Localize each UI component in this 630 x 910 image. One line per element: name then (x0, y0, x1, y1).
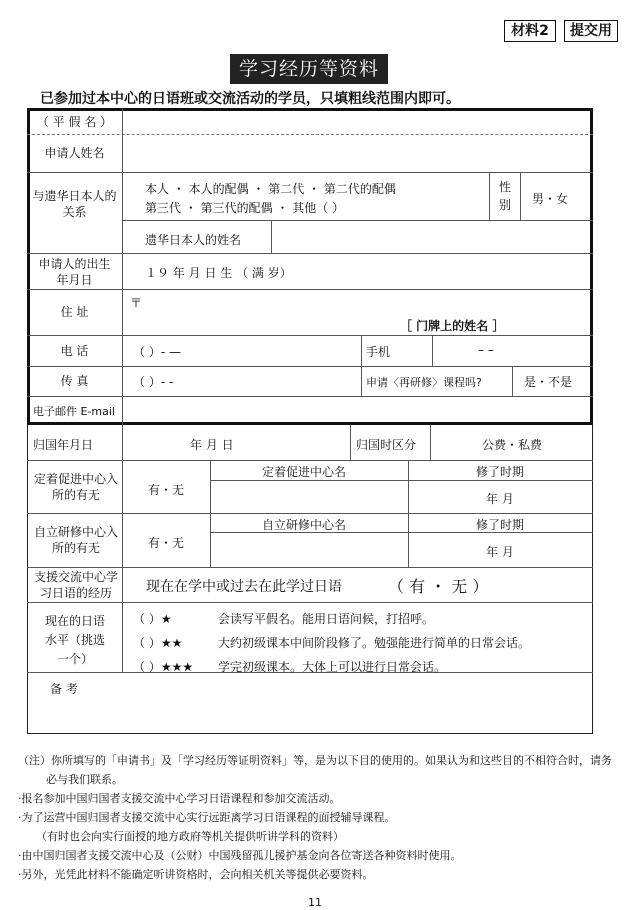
birth-date-field[interactable]: １９ 年 月 日 生 （ 满 岁） (145, 266, 292, 280)
mobile-field[interactable]: – – (478, 343, 494, 357)
remarks-label: 备 考 (50, 682, 78, 696)
phone-label: 电 话 (60, 344, 89, 358)
relation-options-1[interactable]: 本人 ・ 本人的配偶 ・ 第二代 ・ 第二代的配偶 (145, 182, 396, 196)
settle-label: 定着促进中心入所的有无 (33, 472, 118, 502)
support-label: 支援交流中心学习日语的经历 (33, 570, 118, 600)
level-3-desc: 学完初级课本。大体上可以进行日常会话。 (218, 660, 447, 674)
level-1-mark[interactable]: （ ）★ (133, 612, 172, 626)
material-tag: 材料2 (504, 20, 556, 42)
note-line-4: ·为了运营中国归国者支援交流中心实行远距离学习日语课程的面授辅导课程。 (18, 811, 396, 824)
name-label: 申请人姓名 (44, 146, 105, 160)
level-1-desc: 会读写平假名。能用日语问候，打招呼。 (218, 612, 435, 626)
note-line-6: ·由中国归国者支援交流中心及（公财）中国残留孤儿援护基金向各位寄送各种资料时使用。 (18, 849, 462, 862)
indep-center-name-label: 自立研修中心名 (262, 518, 347, 532)
gender-label: 性 别 (498, 180, 511, 212)
note-line-5: （有时也会向实行面授的地方政府等机关提供听讲学科的资料） (36, 830, 344, 843)
return-date-field[interactable]: 年 月 日 (190, 438, 234, 452)
settle-complete-field[interactable]: 年 月 (486, 492, 514, 506)
level-2-mark[interactable]: （ ）★★ (133, 636, 183, 650)
note-line-1: （注）你所填写的「申请书」及「学习经历等证明资料」等，是为以下目的使用的。如果认为和这些目的不相符合时，请务 (18, 754, 612, 767)
level-label: 现在的日语水平（挑选一个） (44, 614, 105, 666)
page-number: 11 (308, 896, 322, 909)
page-title: 学习经历等资料 (230, 54, 388, 84)
indep-complete-label: 修了时期 (476, 518, 525, 532)
level-2-desc: 大约初级课本中间阶段修了。勉强能进行简单的日常会话。 (218, 636, 531, 650)
relation-label: 与遗华日本人的关系 (32, 189, 117, 219)
phone-field[interactable]: （ ）- — (133, 345, 181, 359)
indep-complete-field[interactable]: 年 月 (486, 545, 514, 559)
settle-complete-label: 修了时期 (476, 465, 525, 479)
return-type-options[interactable]: 公费・私费 (482, 438, 543, 452)
fax-label: 传 真 (60, 374, 89, 388)
birth-label: 申请人的出生年月日 (38, 257, 111, 287)
email-label: 电子邮件 E-mail (33, 405, 115, 418)
return-type-label: 归国时区分 (356, 438, 417, 452)
settle-center-name-label: 定着促进中心名 (262, 465, 347, 479)
gender-options[interactable]: 男・女 (532, 192, 569, 206)
postal-mark: 〒 (130, 296, 143, 310)
intro-text: 已参加过本中心的日语班或交流活动的学员，只填粗线范围内即可。 (40, 91, 460, 107)
support-options[interactable]: （ 有 ・ 无 ） (388, 577, 489, 596)
level-3-mark[interactable]: （ ）★★★ (133, 660, 194, 674)
doorplate-label: ［ 门牌上的姓名 ］ (400, 319, 505, 333)
kana-label: （ 平 假 名 ） (36, 115, 113, 129)
mobile-label: 手机 (366, 345, 391, 359)
note-line-2: 必与我们联系。 (46, 773, 123, 786)
fax-field[interactable]: （ ）- - (133, 375, 174, 389)
retraining-label: 申请〈再研修〉课程吗? (366, 376, 482, 389)
return-date-label: 归国年月日 (33, 438, 94, 452)
indep-label: 自立研修中心入所的有无 (33, 525, 118, 555)
retraining-options[interactable]: 是・不是 (524, 375, 573, 389)
orphan-name-label: 遗华日本人的姓名 (145, 233, 242, 247)
note-line-7: ·另外，光凭此材料不能确定听讲资格时，会向相关机关等提供必要资料。 (18, 868, 374, 881)
support-text: 现在在学中或过去在此学过日语 (146, 579, 342, 595)
relation-options-2[interactable]: 第三代 ・ 第三代的配偶 ・ 其他（ ） (145, 201, 345, 215)
submit-tag: 提交用 (564, 20, 618, 42)
address-label: 住 址 (60, 305, 89, 319)
note-line-3: ·报名参加中国归国者支援交流中心学习日语课程和参加交流活动。 (18, 792, 341, 805)
settle-options[interactable]: 有・无 (148, 483, 185, 497)
indep-options[interactable]: 有・无 (148, 536, 185, 550)
